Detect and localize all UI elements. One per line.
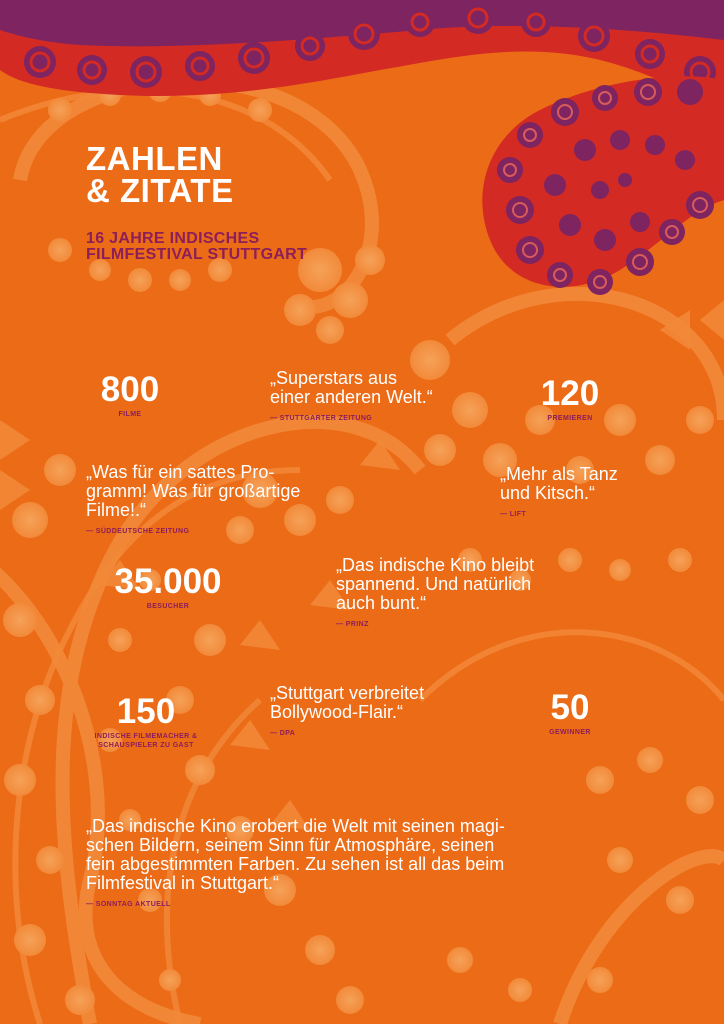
quote-source: — SÜDDEUTSCHE ZEITUNG (86, 528, 190, 535)
title-line-2: & ZITATE (86, 172, 234, 209)
stat-number: 35.000 (114, 562, 222, 601)
quote-source: — SONNTAG AKTUELL (86, 901, 171, 908)
title-line-1: ZAHLEN (86, 140, 223, 177)
quote-sueddeutsche-zeitung (86, 463, 300, 535)
quote-prinz (336, 556, 534, 628)
quote-text: „Superstars aus einer anderen Welt.“ (270, 368, 433, 407)
page-title (86, 140, 234, 209)
stat-gewinner (520, 690, 620, 737)
stat-filme (70, 372, 190, 419)
subtitle-line-1: 16 JAHRE INDISCHES (86, 230, 260, 247)
quote-text: „Mehr als Tanz und Kitsch.“ (500, 464, 618, 503)
stat-number: 120 (540, 374, 600, 413)
stat-label: BESUCHER (146, 603, 190, 610)
stat-number: 150 (116, 692, 176, 731)
quote-text: „Stuttgart verbreitet Bollywood-Flair.“ (270, 683, 425, 722)
quote-source: — PRINZ (336, 621, 369, 628)
quote-source: — STUTTGARTER ZEITUNG (270, 415, 373, 422)
quote-text: „Das indische Kino bleibt spannend. Und natürlich auch bunt.“ (336, 555, 535, 613)
stat-number: 800 (100, 370, 160, 409)
quote-stuttgarter-zeitung (270, 369, 433, 422)
stat-label: FILME (118, 411, 142, 418)
stat-label: PREMIEREN (547, 415, 593, 422)
subtitle-line-2: FILMFESTIVAL STUTTGART (86, 246, 308, 263)
quote-text: „Was für ein sattes Pro- gramm! Was für großartige Filme!.“ (86, 462, 301, 520)
quote-source: — DPA (270, 730, 296, 737)
stat-besucher (88, 564, 248, 611)
quote-dpa (270, 684, 424, 737)
quote-sonntag-aktuell (86, 817, 505, 908)
page-subtitle (86, 231, 307, 263)
stat-label: GEWINNER (549, 729, 591, 736)
quote-source: — LIFT (500, 511, 527, 518)
stat-premieren (510, 376, 630, 423)
stat-label: INDISCHE FILMEMACHER & SCHAUSPIELER ZU GAST (94, 733, 198, 749)
stat-number: 50 (550, 688, 590, 727)
quote-lift (500, 465, 618, 518)
stat-filmemacher (86, 694, 206, 750)
quote-text: „Das indische Kino erobert die Welt mit seinen magi- schen Bildern, seinem Sinn für Atmosphäre, seinen fein abgestimmten Farben. Zu sehen ist all das beim Filmfestival in Stuttgart.“ (86, 816, 505, 893)
